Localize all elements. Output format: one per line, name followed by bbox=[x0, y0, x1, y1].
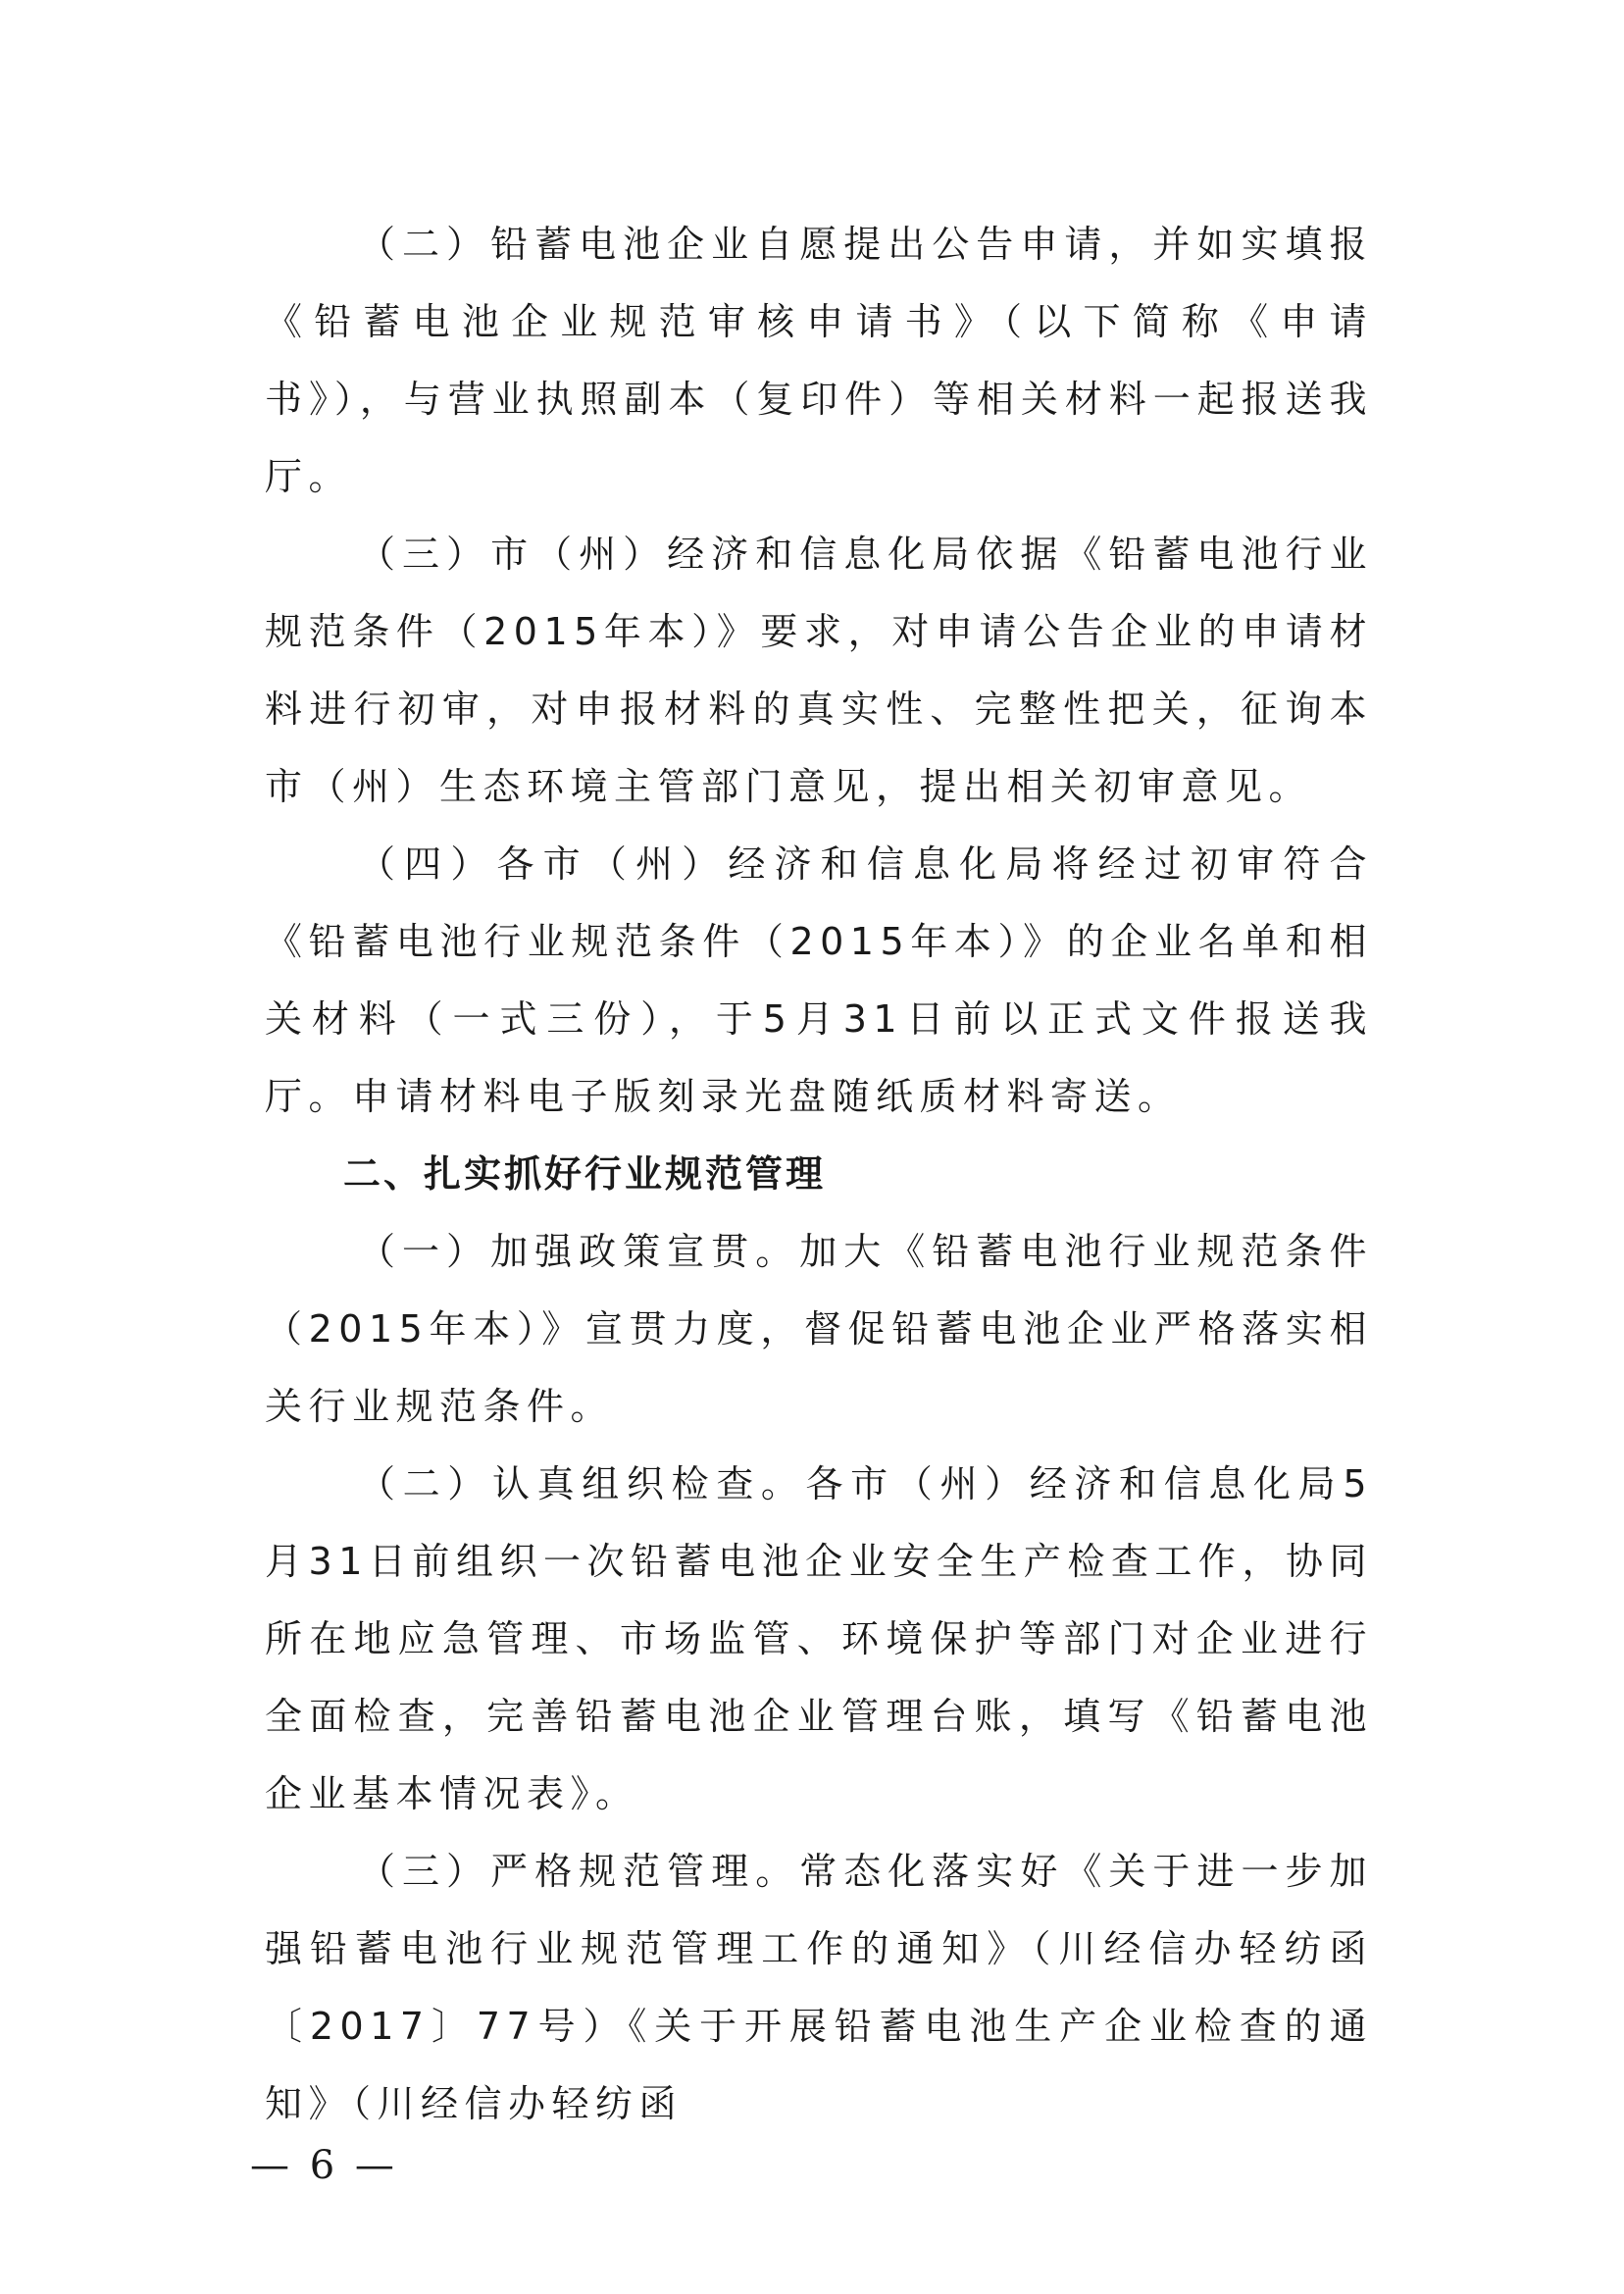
paragraph-policy-promotion: （一）加强政策宣贯。加大《铅蓄电池行业规范条件（2015年本）》宣贯力度，督促铅蓄电池企业严格落实相关行业规范条件。 bbox=[265, 1230, 1373, 1428]
body-text bbox=[265, 206, 1373, 2143]
paragraph-submission: （四）各市（州）经济和信息化局将经过初审符合《铅蓄电池行业规范条件（2015年本）》的企业名单和相关材料（一式三份），于5月31日前以正式文件报送我厅。申请材料电子版刻录光盘随纸质材料寄送。 bbox=[265, 842, 1373, 1118]
paragraph-inspection: （二）认真组织检查。各市（州）经济和信息化局5月31日前组织一次铅蓄电池企业安全生产检查工作，协同所在地应急管理、市场监管、环境保护等部门对企业进行全面检查，完善铅蓄电池企业管理台账，填写《铅蓄电池企业基本情况表》。 bbox=[265, 1462, 1373, 1815]
page-number: — 6 — bbox=[250, 2143, 398, 2188]
paragraph-application: （二）铅蓄电池企业自愿提出公告申请，并如实填报《铅蓄电池企业规范审核申请书》（以下简称《申请书》），与营业执照副本（复印件）等相关材料一起报送我厅。 bbox=[265, 223, 1373, 498]
section-heading: 二、扎实抓好行业规范管理 bbox=[343, 1152, 827, 1196]
paragraph-preliminary-review: （三）市（州）经济和信息化局依据《铅蓄电池行业规范条件（2015年本）》要求，对申请公告企业的申请材料进行初审，对申报材料的真实性、完整性把关，征询本市（州）生态环境主管部门意见，提出相关初审意见。 bbox=[265, 533, 1373, 808]
paragraph-management: （三）严格规范管理。常态化落实好《关于进一步加强铅蓄电池行业规范管理工作的通知》（川经信办轻纺函〔2017〕77号）《关于开展铅蓄电池生产企业检查的通知》（川经信办轻纺函 bbox=[265, 1850, 1373, 2125]
